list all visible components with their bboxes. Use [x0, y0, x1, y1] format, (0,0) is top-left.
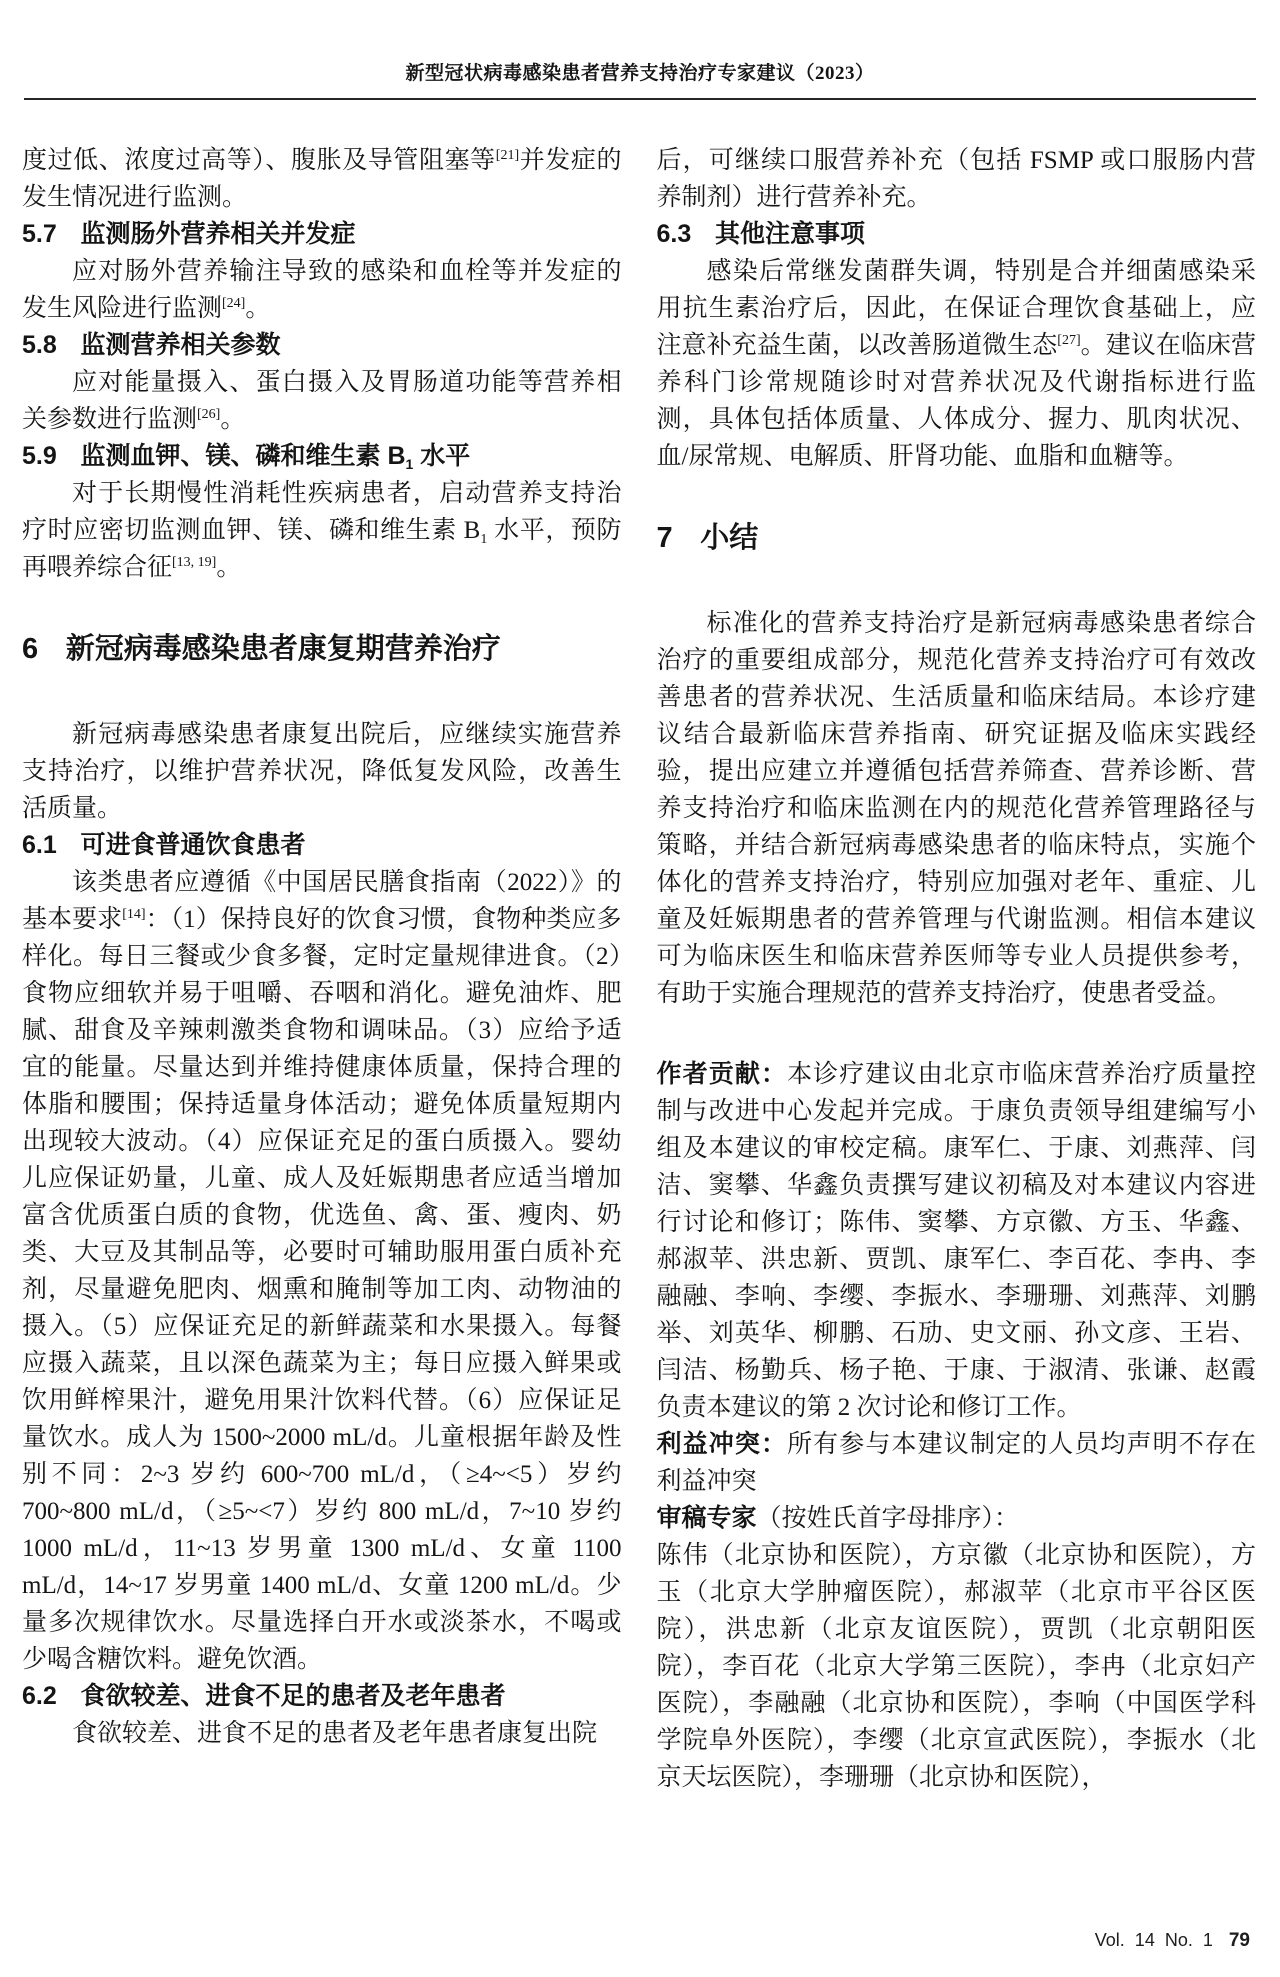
paragraph: 应对能量摄入、蛋白摄入及胃肠道功能等营养相关参数进行监测[26]。	[22, 369, 622, 433]
reference-marker: [24]	[222, 296, 246, 311]
paragraph: 度过低、浓度过高等）、腹胀及导管阻塞等[21]并发症的发生情况进行监测。	[22, 147, 622, 211]
paragraph: 标准化的营养支持治疗是新冠病毒感染患者综合治疗的重要组成部分，规范化营养支持治疗可有效改善患者的营养状况、生活质量和临床结局。本诊疗建议结合最新临床营养指南、研究证据及临床实践经验，提出应建立并遵循包括营养筛查、营养诊断、营养支持治疗和临床监测在内的规范化营养管理路径与策略，并结合新冠病毒感染患者的临床特点，实施个体化的营养支持治疗，特别应加强对老年、重症、儿童及妊娠期患者的营养管理与代谢监测。相信本建议可为临床医生和临床营养医师等专业人员提供参考，有助于实施合理规范的营养支持治疗，使患者受益。	[656, 610, 1256, 1007]
paragraph: 食欲较差、进食不足的患者及老年患者康复出院	[72, 1720, 598, 1747]
subsection-number: 6.3	[656, 220, 692, 248]
page-number: 79	[1228, 1930, 1250, 1951]
reference-marker: [14]	[122, 907, 146, 922]
page-header	[0, 0, 1280, 100]
subscript-marker: 1	[405, 456, 414, 472]
left-column	[22, 142, 622, 1796]
paragraph: 该类患者应遵循《中国居民膳食指南（2022）》的基本要求[14]：（1）保持良好的饮食习惯，食物种类应多样化。每日三餐或少食多餐，定时定量规律进食。（2）食物应细软并易于咀嚼、吞咽和消化。避免油炸、肥腻、甜食及辛辣刺激类食物和调味品。（3）应给予适宜的能量。尽量达到并维持健康体质量，保持合理的体脂和腰围；保持适量身体活动；避免体质量短期内出现较大波动。（4）应保证充足的蛋白质摄入。婴幼儿应保证奶量，儿童、成人及妊娠期患者应适当增加富含优质蛋白质的食物，优选鱼、禽、蛋、瘦肉、奶类、大豆及其制品等，必要时可辅助服用蛋白质补充剂，尽量避免肥肉、烟熏和腌制等加工肉、动物油的摄入。（5）应保证充足的新鲜蔬菜和水果摄入。每餐应摄入蔬菜，且以深色蔬菜为主；每日应摄入鲜果或饮用鲜榨果汁，避免用果汁饮料代替。（6）应保证足量饮水。成人为 1500~2000 mL/d。儿童根据年龄及性别不同：2~3 岁约 600~700 mL/d，（≥4~<5）岁约 700~800 mL/d，（≥5~<7）岁约 800 mL/d，7~10 岁约 1000 mL/d，11~13 岁男童 1300 mL/d、女童 1100 mL/d，14~17 岁男童 1400 mL/d、女童 1200 mL/d。少量多次规律饮水。尽量选择白开水或淡茶水，不喝或少喝含糖饮料。避免饮酒。	[22, 869, 622, 1673]
subsection-heading: 6.3 其他注意事项	[656, 220, 866, 248]
paragraph: 对于长期慢性消耗性疾病患者，启动营养支持治疗时应密切监测血钾、镁、磷和维生素 $B_1$ 水平，预防再喂养综合征[13, 19]。	[22, 480, 622, 581]
subsection-number: 5.7	[22, 220, 57, 248]
paragraph: 陈伟（北京协和医院），方京徽（北京协和医院），方玉（北京大学肿瘤医院），郝淑苹（北京市平谷区医院），洪忠新（北京友谊医院），贾凯（北京朝阳医院），李百花（北京大学第三医院），李冉（北京妇产医院），李融融（北京协和医院），李响（中国医学科学院阜外医院），李缨（北京宣武医院），李振水（北京天坛医院），李珊珊（北京协和医院），	[656, 1542, 1256, 1791]
reference-marker: [13, 19]	[172, 555, 217, 570]
paragraph-label: 作者贡献：	[656, 1060, 788, 1088]
paragraph: 应对肠外营养输注导致的感染和血栓等并发症的发生风险进行监测[24]。	[22, 258, 622, 322]
paragraph: 利益冲突：所有参与本建议制定的人员均声明不存在利益冲突	[656, 1430, 1256, 1495]
volume-issue: Vol. 14 No. 1	[1094, 1930, 1213, 1950]
section-number: 6	[22, 633, 39, 665]
subsection-heading: 5.8 监测营养相关参数	[22, 331, 281, 359]
paragraph-label: 利益冲突：	[656, 1430, 788, 1458]
subsection-heading: 5.9 监测血钾、镁、磷和维生素 $B_1$ 水平	[22, 442, 471, 472]
reference-marker: [26]	[197, 407, 221, 422]
page-footer	[1095, 1930, 1250, 1952]
subsection-number: 5.9	[22, 442, 57, 470]
paragraph: 新冠病毒感染患者康复出院后，应继续实施营养支持治疗，以维护营养状况，降低复发风险，改善生活质量。	[22, 721, 622, 822]
paragraph: 后，可继续口服营养补充（包括 FSMP 或口服肠内营养制剂）进行营养补充。	[656, 147, 1256, 211]
running-head-title: 新型冠状病毒感染患者营养支持治疗专家建议（2023）	[405, 63, 875, 84]
subsection-number: 5.8	[22, 331, 57, 359]
section-heading: 7 小结	[656, 522, 759, 554]
paragraph: 作者贡献：本诊疗建议由北京市临床营养治疗质量控制与改进中心发起并完成。于康负责领导组建编写小组及本建议的审校定稿。康军仁、于康、刘燕萍、闫洁、窦攀、华鑫负责撰写建议初稿及对本建议内容进行讨论和修订；陈伟、窦攀、方京徽、方玉、华鑫、郝淑苹、洪忠新、贾凯、康军仁、李百花、李冉、李融融、李响、李缨、李振水、李珊珊、刘燕萍、刘鹏举、刘英华、柳鹏、石劢、史文丽、孙文彦、王岩、闫洁、杨勤兵、杨子艳、于康、于淑清、张谦、赵霞负责本建议的第 2 次讨论和修订工作。	[656, 1060, 1256, 1421]
subscript-marker: 1	[480, 532, 488, 547]
article-body	[0, 100, 1280, 1796]
paragraph: 审稿专家（按姓氏首字母排序）：	[656, 1504, 1020, 1532]
reference-marker: [27]	[1057, 333, 1081, 348]
subsection-heading: 6.1 可进食普通饮食患者	[22, 831, 306, 859]
subsection-heading: 5.7 监测肠外营养相关并发症	[22, 220, 356, 248]
paragraph-label: 审稿专家	[656, 1504, 757, 1532]
right-column	[657, 142, 1257, 1796]
section-number: 7	[656, 522, 673, 554]
section-heading: 6 新冠病毒感染患者康复期营养治疗	[22, 633, 501, 665]
reference-marker: [21]	[495, 148, 520, 163]
subsection-number: 6.2	[22, 1682, 57, 1710]
paragraph: 感染后常继发菌群失调，特别是合并细菌感染采用抗生素治疗后，因此，在保证合理饮食基础上，应注意补充益生菌，以改善肠道微生态[27]。建议在临床营养科门诊常规随诊时对营养状况及代谢指标进行监测，具体包括体质量、人体成分、握力、肌肉状况、血/尿常规、电解质、肝肾功能、血脂和血糖等。	[656, 258, 1256, 470]
subsection-number: 6.1	[22, 831, 57, 859]
subsection-heading: 6.2 食欲较差、进食不足的患者及老年患者	[22, 1682, 506, 1710]
